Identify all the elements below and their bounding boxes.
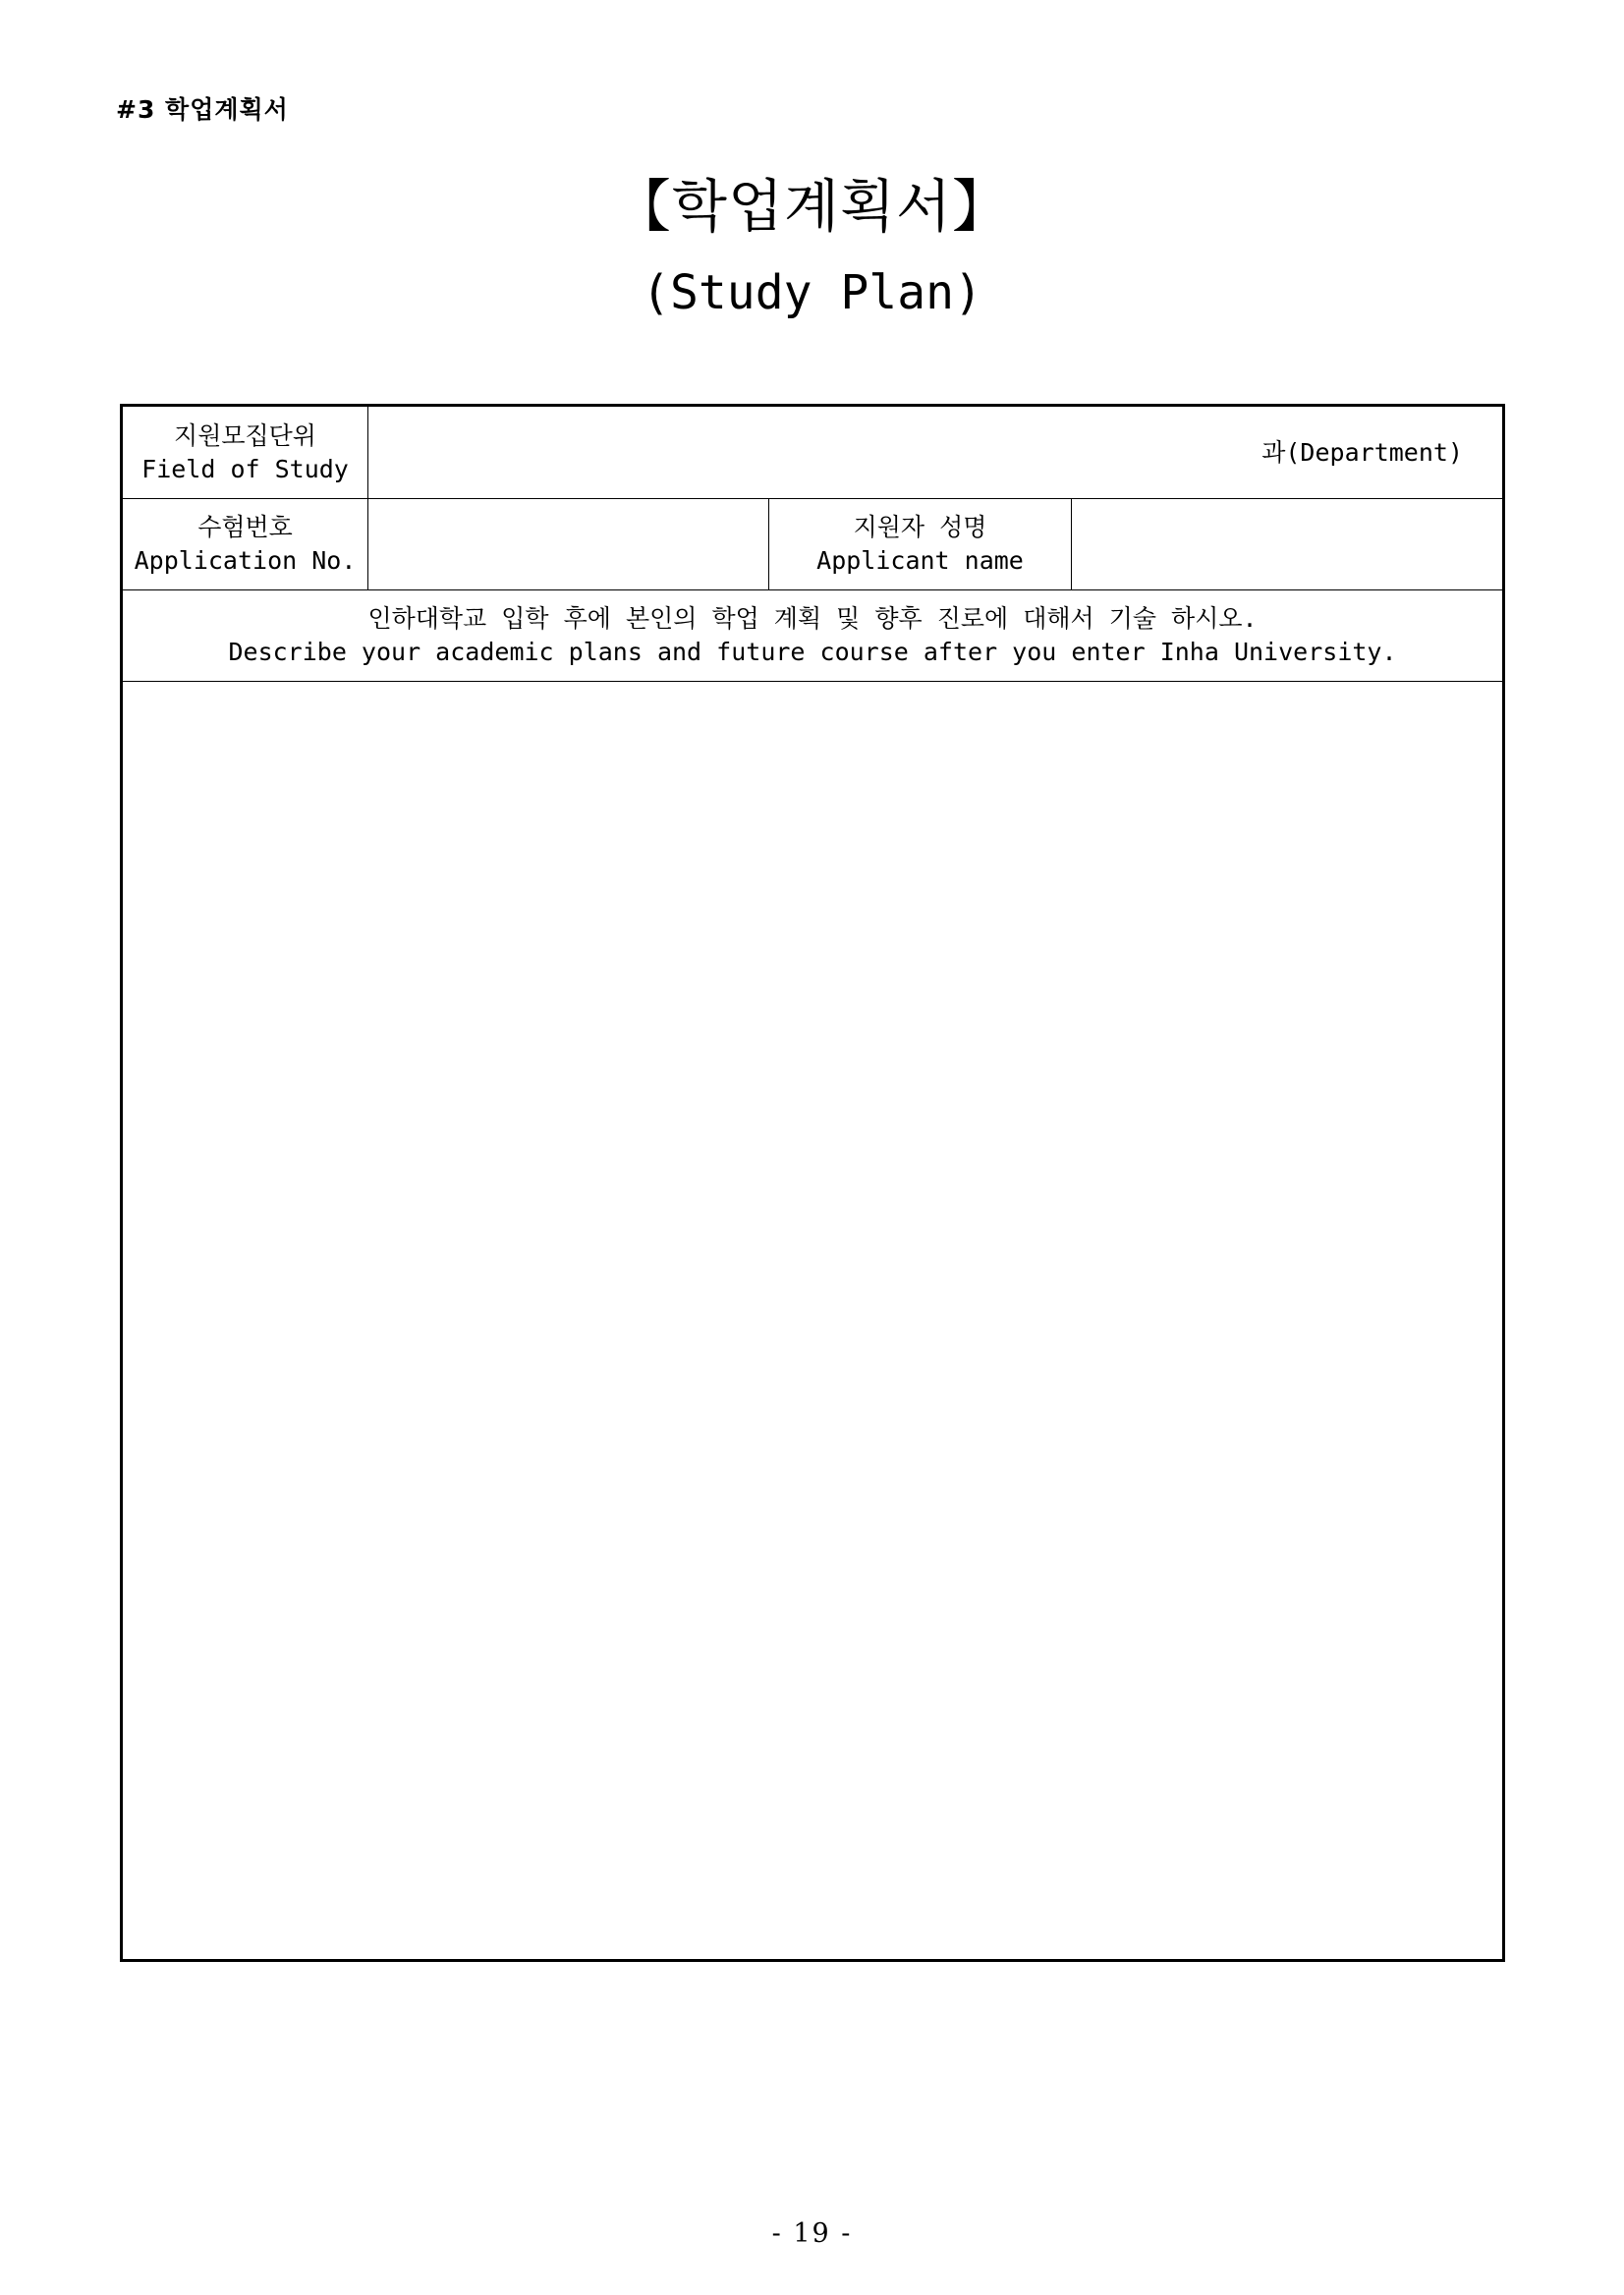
applicant-name-label-en: Applicant name (816, 546, 1024, 575)
application-no-label (123, 499, 368, 589)
instruction-en: Describe your academic plans and future course after you enter Inha University. (228, 638, 1397, 666)
applicant-name-label-ko: 지원자 성명 (853, 513, 987, 541)
applicant-name-label (769, 499, 1072, 589)
page-title: 【학업계획서】 (613, 173, 1011, 240)
field-of-study-label (123, 407, 368, 498)
application-no-label-en: Application No. (134, 546, 357, 575)
instruction-ko: 인하대학교 입학 후에 본인의 학업 계획 및 향후 진로에 대해서 기술 하시오. (367, 604, 1258, 633)
field-of-study-input[interactable] (368, 407, 1502, 498)
page-subtitle: (Study Plan) (642, 265, 982, 320)
page-number: - 19 - (771, 2218, 853, 2249)
instruction-text (123, 590, 1502, 681)
field-of-study-label-ko: 지원모집단위 (174, 420, 316, 450)
applicant-info-row (123, 499, 1502, 590)
application-no-input[interactable] (368, 499, 769, 589)
document-section-label: #3 학업계획서 (116, 95, 289, 124)
field-of-study-row (123, 407, 1502, 499)
applicant-name-input[interactable] (1072, 499, 1502, 589)
field-of-study-label-en: Field of Study (141, 454, 349, 483)
application-no-label-ko: 수험번호 (197, 513, 293, 541)
department-suffix: 과(Department) (1261, 437, 1463, 467)
study-plan-form (120, 404, 1505, 1962)
instruction-row (123, 590, 1502, 682)
study-plan-answer-area[interactable] (123, 682, 1502, 1959)
